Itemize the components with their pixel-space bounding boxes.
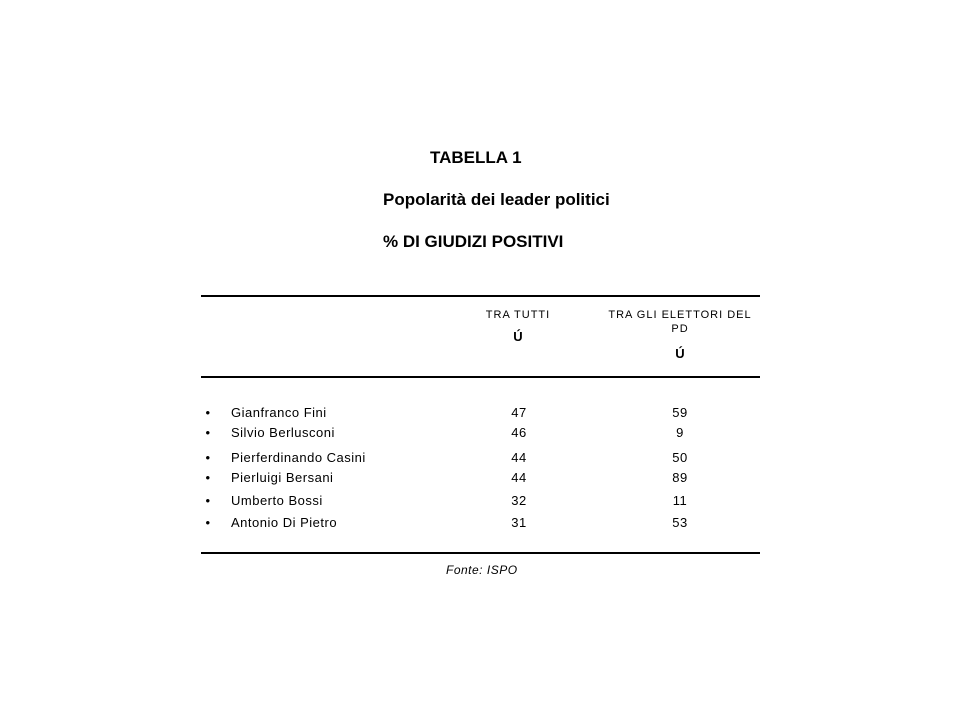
leader-name: Silvio Berlusconi bbox=[231, 425, 335, 440]
value-tra-tutti: 46 bbox=[511, 425, 527, 440]
value-tra-elettori-pd: 59 bbox=[672, 405, 688, 420]
table-row bbox=[201, 515, 760, 533]
table-row bbox=[201, 493, 760, 511]
value-tra-tutti: 31 bbox=[511, 515, 527, 530]
value-tra-elettori-pd: 50 bbox=[672, 450, 688, 465]
table-row bbox=[201, 450, 760, 468]
table-subtitle: Popolarità dei leader politici bbox=[383, 190, 610, 209]
bullet-icon: • bbox=[205, 493, 211, 508]
column-marker-icon: Ú bbox=[675, 346, 685, 361]
table-header-rule bbox=[201, 376, 760, 378]
value-tra-tutti: 47 bbox=[511, 405, 527, 420]
value-tra-elettori-pd: 11 bbox=[672, 493, 688, 508]
leader-name: Antonio Di Pietro bbox=[231, 515, 338, 530]
value-tra-tutti: 32 bbox=[511, 493, 527, 508]
leader-name: Pierferdinando Casini bbox=[231, 450, 366, 465]
table-row bbox=[201, 405, 760, 423]
table-source: Fonte: ISPO bbox=[446, 563, 518, 577]
leader-name: Umberto Bossi bbox=[231, 493, 323, 508]
value-tra-elettori-pd: 53 bbox=[672, 515, 688, 530]
bullet-icon: • bbox=[205, 515, 211, 530]
bullet-icon: • bbox=[205, 470, 211, 485]
table-top-rule bbox=[201, 295, 760, 297]
bullet-icon: • bbox=[205, 405, 211, 420]
leader-name: Gianfranco Fini bbox=[231, 405, 327, 420]
table-row bbox=[201, 470, 760, 488]
bullet-icon: • bbox=[205, 450, 211, 465]
value-tra-tutti: 44 bbox=[511, 470, 527, 485]
value-tra-elettori-pd: 89 bbox=[672, 470, 688, 485]
column-header-tra-tutti: TRA TUTTI bbox=[485, 309, 551, 321]
column-header-tra-elettori-pd: TRA GLI ELETTORI DEL PD bbox=[608, 309, 752, 335]
value-tra-tutti: 44 bbox=[511, 450, 527, 465]
table-bottom-rule bbox=[201, 552, 760, 554]
table-row bbox=[201, 425, 760, 443]
value-tra-elettori-pd: 9 bbox=[676, 425, 684, 440]
column-marker-icon: Ú bbox=[513, 329, 523, 344]
leader-name: Pierluigi Bersani bbox=[231, 470, 334, 485]
table-measure: % DI GIUDIZI POSITIVI bbox=[383, 232, 564, 251]
table-title: TABELLA 1 bbox=[430, 148, 522, 167]
bullet-icon: • bbox=[205, 425, 211, 440]
